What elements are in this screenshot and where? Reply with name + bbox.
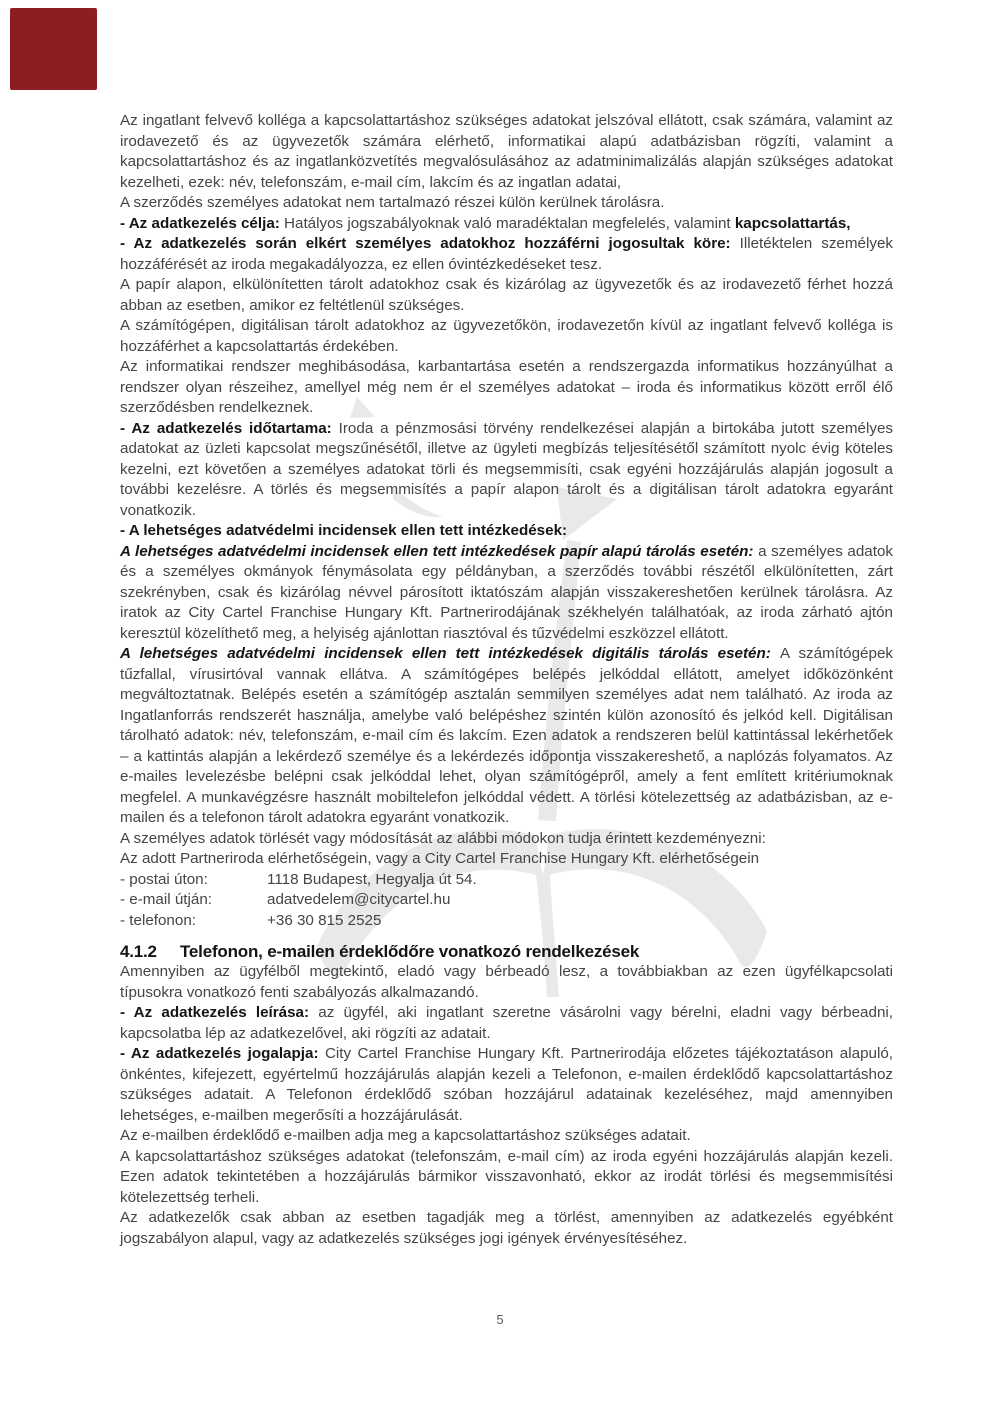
paragraph	[120, 419, 893, 522]
contact-label: - telefonon:	[120, 911, 196, 929]
paragraph	[120, 542, 893, 645]
body-text: A szerződés személyes adatokat nem tartalmazó részei külön kerülnek tárolásra.	[120, 194, 665, 211]
body-text: A számítógépen, digitálisan tárolt adatokhoz az ügyvezetőkön, irodavezetőn kívül az ingatlant felvevő kolléga is hozzáférhet a kapcsolattartás érdekében.	[120, 317, 893, 355]
paragraph	[120, 829, 893, 850]
postal-address: 1118 Budapest, Hegyalja út 54.	[267, 870, 477, 888]
body-text: Az adott Partneriroda elérhetőségein, vagy a City Cartel Franchise Hungary Kft. elérhetőségein	[120, 850, 760, 867]
section-number: 4.1.2	[120, 942, 157, 961]
phone-number: +36 30 815 2525	[267, 911, 382, 929]
body-text: A személyes adatok törlését vagy módosítását az alábbi módokon tudja érintett kezdeményezni:	[120, 829, 766, 847]
contact-row-email	[120, 890, 893, 911]
bold-italic-lead: A lehetséges adatvédelmi incidensek ellen tett intézkedések papír alapú tárolás esetén:	[120, 542, 759, 560]
paragraph	[120, 962, 893, 1003]
body-text: City Cartel Franchise Hungary Kft. Partnerirodája előzetes tájékoztatáson alapuló, önkéntes, kifejezett, egyértelmű hozzájárulás alapján kezeli a Telefonon, e-mailen érdeklődő kapcsolattartáshoz szükséges adatait. A Telefonon érdeklődő szóban hozzájárul adatainak kezeléséhez, majd amennyiben lehetséges, e-mailben megerősíti a hozzájárulását.	[120, 1045, 893, 1124]
paragraph	[120, 275, 893, 316]
paragraph	[120, 357, 893, 419]
body-text: Amennyiben az ügyfélből megtekintő, eladó vagy bérbeadó lesz, a továbbiakban az ezen ügyfélkapcsolati típusokra vonatkozó fenti szabályozás alkalmazandó.	[120, 963, 893, 1001]
paragraph	[120, 1003, 893, 1044]
bold-lead: - A lehetséges adatvédelmi incidensek ellen tett intézkedések:	[120, 522, 568, 539]
brand-logo	[10, 8, 97, 90]
body-text: A papír alapon, elkülönítetten tárolt adatokhoz csak és kizárólag az ügyvezetők és az irodavezető férhet hozzá abban az esetben, amikor ez feltétlenül szükséges.	[120, 276, 893, 314]
section-heading	[120, 941, 893, 962]
body-text: az ügyfél, aki ingatlant szeretne vásárolni vagy bérelni, eladni vagy bérbeadni, kapcsolatba lép az adatkezelővel, aki rögzíti az adatait.	[120, 1004, 893, 1042]
bold-italic-lead: A lehetséges adatvédelmi incidensek ellen tett intézkedések digitális tárolás esetén:	[120, 645, 780, 662]
paragraph	[120, 644, 893, 829]
bold-lead: - Az adatkezelés időtartama:	[120, 419, 339, 437]
email-address: adatvedelem@citycartel.hu	[267, 891, 451, 908]
body-text: Illetéktelen személyek hozzáférését az iroda megakadályozza, ez ellen óvintézkedéseket tesz.	[120, 235, 893, 273]
body-text: A számítógépek tűzfallal, vírusirtóval vannak ellátva. A számítógépes belépés jelkóddal ellátott, amelyet időközönként megváltoztatnak. Belépés esetén a számítógép asztalán semmilyen személyes adat nem található. Az iroda az Ingatlanforrás rendszerét használja, amelybe való belépéshez szintén külön azonosító és jelkód kell. Digitálisan tárolható adatok: név, telefonszám, e-mail cím és lakcím. Ezen adatok a rendszeren belül kattintással lekérhetőek – a kattintás alapján a lekérdező személye és a lekérdezés időpontja visszakereshető, a naplózás folyamatos. Az e-mailes levelezésbe belépni csak jelkóddal lehet, olyan számítógépről, amely a fent említett kritériumoknak megfelel. A munkavégzésre használt mobiltelefon jelkóddal védett. A törlési kötelezettség az adatbázisban, az e-mailen és a telefonon tárolt adatokra egyaránt vonatkozik.	[120, 645, 893, 826]
body-text: a személyes adatok és a személyes okmányok fénymásolata egy példányban, a szerződés további részétől elkülönítetten, zárt szekrényben, csak és kizárólag névvel párosított iktatószám alapján visszakereshetően kerülnek tárolásra. Az iratok az City Cartel Franchise Hungary Kft. Partnerirodájának székhelyén találhatóak, az iroda zárható ajtón keresztül közelíthető meg, a helyiség ajánlottan riasztóval és tűzvédelmi eszközzel ellátott.	[120, 542, 893, 642]
paragraph	[120, 234, 893, 275]
contact-label: - postai úton:	[120, 870, 208, 888]
body-text: Az e-mailben érdeklődő e-mailben adja meg a kapcsolattartáshoz szükséges adatait.	[120, 1127, 691, 1144]
body-text: Az adatkezelők csak abban az esetben tagadják meg a törlést, amennyiben az adatkezelés egyébként jogszabályon alapul, vagy az adatkezelés szükséges jogi igények érvényesítéséhez.	[120, 1209, 893, 1247]
paragraph	[120, 214, 893, 235]
paragraph	[120, 521, 893, 542]
document-body	[120, 111, 893, 1249]
body-text: Az ingatlant felvevő kolléga a kapcsolattartáshoz szükséges adatokat jelszóval ellátott, csak számára, valamint az irodavezető és az ügyvezetők számára elérhető, informatikai alapú adatbázisban rögzíti, valamint a kapcsolattartáshoz és az ingatlanközvetítés megvalósulásához az adatminimalizálás alapján szükséges adatokat kezelheti, ezek: név, telefonszám, e-mail cím, lakcím és az ingatlan adatai,	[120, 112, 893, 191]
body-text: A kapcsolattartáshoz szükséges adatokat (telefonszám, e-mail cím) az iroda egyéni hozzájárulás alapján kezeli. Ezen adatok tekintetében a hozzájárulás bármikor visszavonható, ekkor az irodát törlési és megsemmisítési kötelezettség terheli.	[120, 1147, 893, 1206]
section-title: Telefonon, e-mailen érdeklődőre vonatkozó rendelkezések	[180, 942, 640, 961]
bold-lead: - Az adatkezelés során elkért személyes adatokhoz hozzáférni jogosultak köre:	[120, 235, 740, 252]
bold-lead: - Az adatkezelés jogalapja:	[120, 1045, 325, 1062]
paragraph	[120, 111, 893, 193]
body-text: Iroda a pénzmosási törvény rendelkezései alapján a birtokába jutott személyes adatokat az üzleti kapcsolat megszűnésétől, illetve az ügyleti megbízás teljesítésétől számított nyolc évig köteles kezelni, ezt követően a személyes adatokat törli és megsemmisíti, csak egyéni hozzájárulás alapján jogosult a további kezelésre. A törlés és megsemmisítés a papír alapon tárolt és a digitálisan tárolt adatokra egyaránt vonatkozik.	[120, 419, 893, 519]
paragraph	[120, 1147, 893, 1209]
page-number: 5	[496, 1312, 504, 1327]
contact-row-postal	[120, 870, 893, 891]
paragraph	[120, 1208, 893, 1249]
contact-row-phone	[120, 911, 893, 932]
paragraph	[120, 193, 893, 214]
body-text: Hatályos jogszabályoknak való maradéktalan megfelelés, valamint	[284, 214, 735, 232]
paragraph	[120, 849, 893, 870]
paragraph	[120, 316, 893, 357]
body-text: Az informatikai rendszer meghibásodása, karbantartása esetén a rendszergazda informatikus hozzányúlhat a rendszer olyan részeihez, amellyel még nem ér el személyes adatokat – iroda és informatikus között erről élő szerződésben rendelkeznek.	[120, 358, 893, 416]
contact-label: - e-mail útján:	[120, 891, 213, 908]
paragraph	[120, 1044, 893, 1126]
paragraph	[120, 1126, 893, 1147]
bold-lead: - Az adatkezelés leírása:	[120, 1004, 319, 1021]
bold-text: kapcsolattartás,	[734, 214, 851, 232]
bold-lead: - Az adatkezelés célja:	[120, 214, 285, 232]
